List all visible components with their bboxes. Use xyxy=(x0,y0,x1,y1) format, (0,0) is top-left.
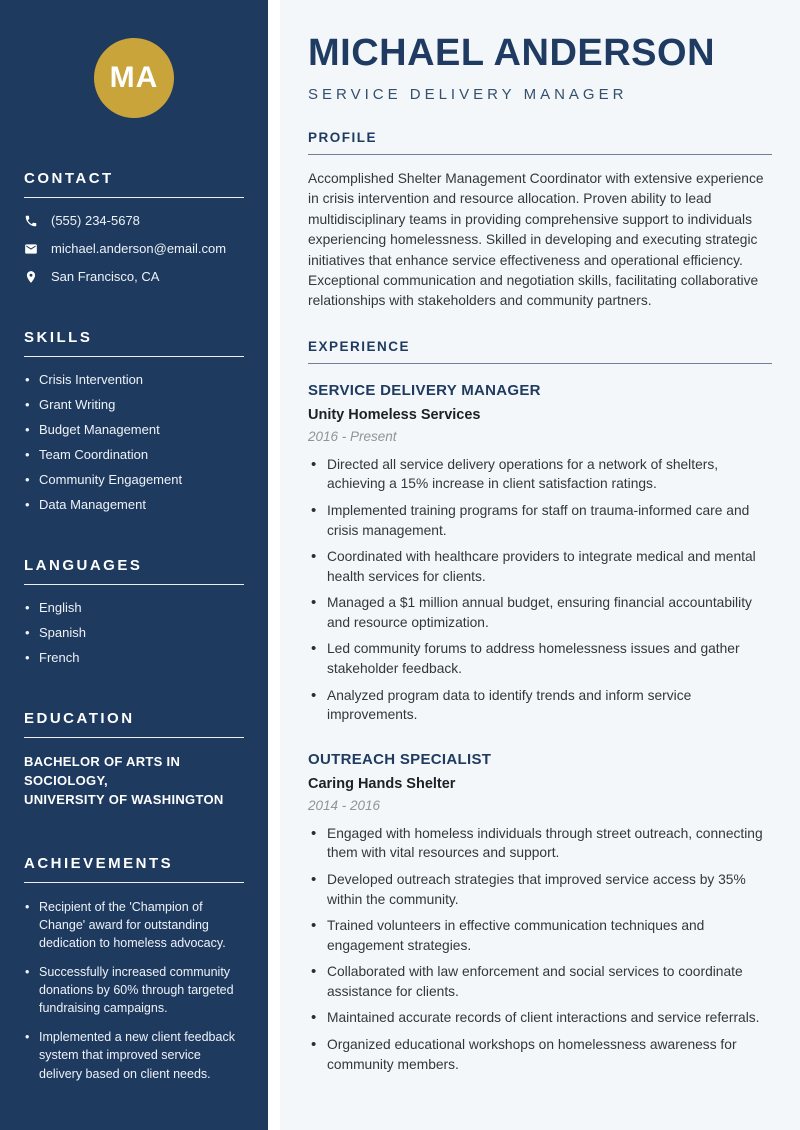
achievements-section xyxy=(24,855,244,1083)
candidate-name: MICHAEL ANDERSON xyxy=(308,32,716,74)
job-role: OUTREACH SPECIALIST xyxy=(308,750,492,768)
section-divider xyxy=(24,882,244,883)
job-bullet: • Engaged with homeless individuals through street outreach, connecting them with vital resources and support. xyxy=(308,824,772,863)
languages-section-title: LANGUAGES xyxy=(24,557,143,574)
achievements-list xyxy=(24,898,244,1083)
contact-location-text: San Francisco, CA xyxy=(51,269,160,284)
job-bullet: • Organized educational workshops on homelessness awareness for community members. xyxy=(308,1035,772,1074)
section-divider xyxy=(24,356,244,357)
contact-location-row xyxy=(24,269,244,284)
job-bullet: • Implemented training programs for staff on trauma-informed care and crisis management. xyxy=(308,501,772,540)
sidebar xyxy=(0,0,268,1130)
job-bullet: • Collaborated with law enforcement and social services to coordinate assistance for clients. xyxy=(308,962,772,1001)
education-degree: BACHELOR OF ARTS IN SOCIOLOGY, xyxy=(24,754,181,788)
education-section-title: EDUCATION xyxy=(24,710,135,727)
email-icon xyxy=(24,242,38,256)
profile-summary: Accomplished Shelter Management Coordinator with extensive experience in crisis intervention and resource allocation. Proven ability to lead multidisciplinary teams in providing comprehensive support to individuals experiencing homelessness. Skilled in developing and executing strategic initiatives that enhance service effectiveness and operational efficiency. Exceptional communication and negotiation skills, facilitating collaborative relationships with stakeholders and community partners. xyxy=(308,171,764,309)
language-item: • Spanish xyxy=(24,625,244,640)
achievement-item: • Recipient of the 'Champion of Change' award for outstanding dedication to homeless advocacy. xyxy=(24,898,244,952)
section-divider xyxy=(308,363,772,364)
avatar-initials: MA xyxy=(109,61,159,94)
section-divider xyxy=(24,197,244,198)
job-entry xyxy=(308,382,772,725)
job-bullet: • Managed a $1 million annual budget, ensuring financial accountability and resource optimization. xyxy=(308,593,772,632)
skill-item: • Grant Writing xyxy=(24,397,244,412)
job-bullet-list xyxy=(308,824,772,1074)
job-bullet: • Coordinated with healthcare providers to integrate medical and mental health services for clients. xyxy=(308,547,772,586)
section-divider xyxy=(24,737,244,738)
candidate-title: SERVICE DELIVERY MANAGER xyxy=(308,86,628,103)
experience-section xyxy=(308,339,772,1074)
section-divider xyxy=(24,584,244,585)
skills-section-title: SKILLS xyxy=(24,329,93,346)
skill-item: • Crisis Intervention xyxy=(24,372,244,387)
job-role: SERVICE DELIVERY MANAGER xyxy=(308,381,541,399)
avatar xyxy=(94,38,174,118)
contact-email-row xyxy=(24,241,244,256)
contact-section-title: CONTACT xyxy=(24,170,114,187)
contact-email-text: michael.anderson@email.com xyxy=(51,241,227,256)
job-bullet: • Developed outreach strategies that improved service access by 35% within the community. xyxy=(308,870,772,909)
main-content xyxy=(280,0,800,1130)
language-item: • French xyxy=(24,650,244,665)
achievement-item: • Implemented a new client feedback system that improved service delivery based on client needs. xyxy=(24,1028,244,1082)
job-entry xyxy=(308,751,772,1074)
job-company: Unity Homeless Services xyxy=(308,406,481,423)
job-bullet: • Trained volunteers in effective communication techniques and engagement strategies. xyxy=(308,916,772,955)
contact-phone-text: (555) 234-5678 xyxy=(51,213,140,228)
profile-section-title: PROFILE xyxy=(308,130,378,145)
phone-icon xyxy=(24,214,38,228)
job-dates: 2014 - 2016 xyxy=(308,797,381,813)
education-section xyxy=(24,710,244,810)
job-bullet: • Directed all service delivery operations for a network of shelters, achieving a 15% increase in client satisfaction ratings. xyxy=(308,455,772,494)
job-company: Caring Hands Shelter xyxy=(308,775,456,792)
section-divider xyxy=(308,154,772,155)
job-bullet: • Maintained accurate records of client interactions and service referrals. xyxy=(308,1008,772,1028)
job-bullet-list xyxy=(308,455,772,725)
job-bullet: • Analyzed program data to identify trends and inform service improvements. xyxy=(308,686,772,725)
languages-section xyxy=(24,557,244,665)
skills-list xyxy=(24,372,244,512)
contact-phone-row xyxy=(24,213,244,228)
skill-item: • Data Management xyxy=(24,497,244,512)
skill-item: • Community Engagement xyxy=(24,472,244,487)
language-item: • English xyxy=(24,600,244,615)
skill-item: • Budget Management xyxy=(24,422,244,437)
skills-section xyxy=(24,329,244,512)
location-icon xyxy=(24,270,38,284)
experience-section-title: EXPERIENCE xyxy=(308,338,411,354)
skill-item: • Team Coordination xyxy=(24,447,244,462)
languages-list xyxy=(24,600,244,665)
achievement-item: • Successfully increased community donations by 60% through targeted fundraising campaigns. xyxy=(24,963,244,1017)
education-school: UNIVERSITY OF WASHINGTON xyxy=(24,791,224,807)
profile-section xyxy=(308,130,772,312)
job-dates: 2016 - Present xyxy=(308,428,397,444)
job-bullet: • Led community forums to address homelessness issues and gather stakeholder feedback. xyxy=(308,639,772,678)
achievements-section-title: ACHIEVEMENTS xyxy=(24,854,174,872)
contact-section xyxy=(24,170,244,284)
